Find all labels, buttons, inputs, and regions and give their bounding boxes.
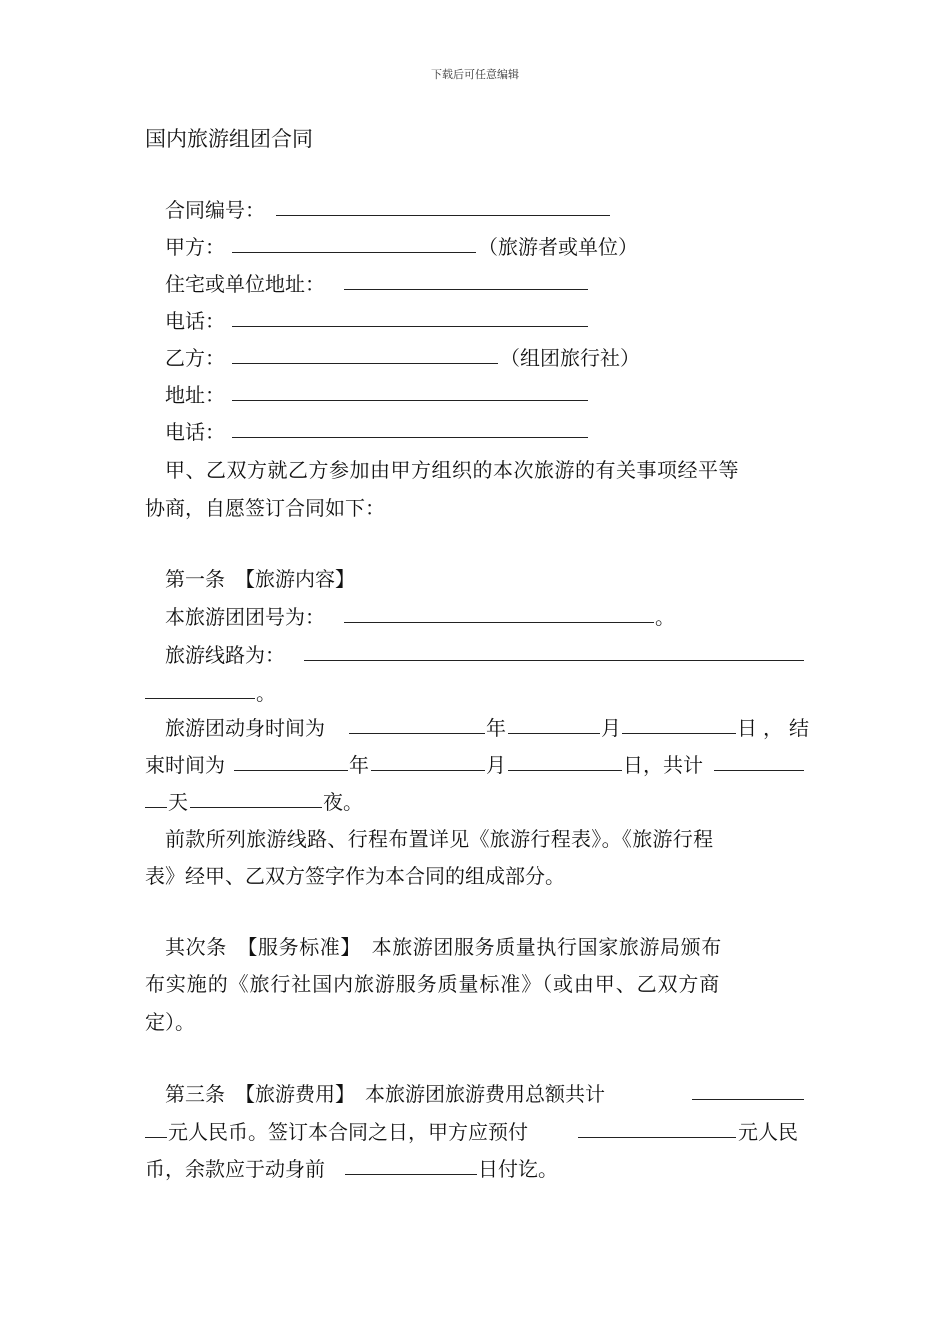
article3-text-2b: 元人民 <box>738 1120 798 1144</box>
header-note: 下载后可任意编辑 <box>431 68 519 81</box>
schedule-text-1: 前款所列旅游线路、行程布置详见《旅游行程表》。《旅游行程 <box>165 827 714 851</box>
group-no-label: 本旅游团团号为： <box>165 605 325 629</box>
end-year-label: 年 <box>349 753 369 777</box>
nights-blank[interactable] <box>190 788 322 808</box>
document-title: 国内旅游组团合同 <box>145 127 313 151</box>
depart-year-label: 年 <box>486 716 506 740</box>
depart-day-label: 日，结 <box>737 716 815 740</box>
prepay-blank[interactable] <box>578 1118 736 1138</box>
schedule-text-2: 表》经甲、乙双方签字作为本合同的组成部分。 <box>145 864 565 888</box>
total-fee-blank[interactable] <box>692 1080 804 1100</box>
article3-text-3: 币，余款应于动身前 <box>145 1157 325 1181</box>
intro-text-1: 甲、乙双方就乙方参加由甲方组织的本次旅游的有关事项经平等 <box>165 458 739 482</box>
article1-heading-text: 第一条 【旅游内容】 <box>165 567 355 591</box>
end-month-blank[interactable] <box>371 751 485 771</box>
party-a-note: （旅游者或单位） <box>478 235 638 259</box>
party-a-blank[interactable] <box>232 233 476 253</box>
b-address-label: 地址： <box>165 383 225 407</box>
intro-text-2: 协商，自愿签订合同如下： <box>145 496 385 520</box>
contract-no-label: 合同编号： <box>165 198 265 222</box>
group-no-blank[interactable] <box>344 603 654 623</box>
party-b-label: 乙方： <box>165 346 225 370</box>
article2-text-3: 定）。 <box>145 1010 195 1034</box>
route-blank-2[interactable] <box>145 679 255 699</box>
end-year-blank[interactable] <box>234 751 348 771</box>
total-fee-blank-2[interactable] <box>145 1118 167 1138</box>
nights-label: 夜。 <box>323 790 363 814</box>
route-end: 。 <box>256 681 276 705</box>
contract-no-blank[interactable] <box>276 196 610 216</box>
depart-day-blank[interactable] <box>622 714 736 734</box>
party-b-note: （组团旅行社） <box>500 346 640 370</box>
b-phone-label: 电话： <box>165 420 225 444</box>
end-day-label: 日，共计 <box>623 753 703 777</box>
end-month-label: 月 <box>486 753 506 777</box>
end-day-blank[interactable] <box>508 751 622 771</box>
party-b-blank[interactable] <box>232 344 498 364</box>
group-no-end: 。 <box>655 605 675 629</box>
a-phone-blank[interactable] <box>232 307 588 327</box>
article3-text-1: 第三条 【旅游费用】 本旅游团旅游费用总额共计 <box>165 1082 605 1106</box>
b-phone-blank[interactable] <box>232 418 588 438</box>
article3-text-2: 元人民币。签订本合同之日，甲方应预付 <box>168 1120 528 1144</box>
depart-label: 旅游团动身时间为 <box>165 716 325 740</box>
balance-days-blank[interactable] <box>345 1155 477 1175</box>
article2-text-1: 其次条 【服务标准】 本旅游团服务质量执行国家旅游局颁布 <box>165 935 722 959</box>
days-label: 天 <box>168 790 188 814</box>
route-label: 旅游线路为： <box>165 643 285 667</box>
depart-month-label: 月 <box>601 716 621 740</box>
route-blank[interactable] <box>304 641 804 661</box>
party-a-label: 甲方： <box>165 235 225 259</box>
article3-text-3b: 日付讫。 <box>478 1157 558 1181</box>
end-label: 束时间为 <box>145 753 225 777</box>
b-address-blank[interactable] <box>232 381 588 401</box>
a-phone-label: 电话： <box>165 309 225 333</box>
a-address-blank[interactable] <box>344 270 588 290</box>
depart-year-blank[interactable] <box>349 714 485 734</box>
article2-text-2: 布实施的《旅行社国内旅游服务质量标准》（或由甲、乙双方商 <box>145 972 721 996</box>
total-blank[interactable] <box>714 751 804 771</box>
a-address-label: 住宅或单位地址： <box>165 272 325 296</box>
days-blank[interactable] <box>145 788 167 808</box>
depart-month-blank[interactable] <box>508 714 600 734</box>
